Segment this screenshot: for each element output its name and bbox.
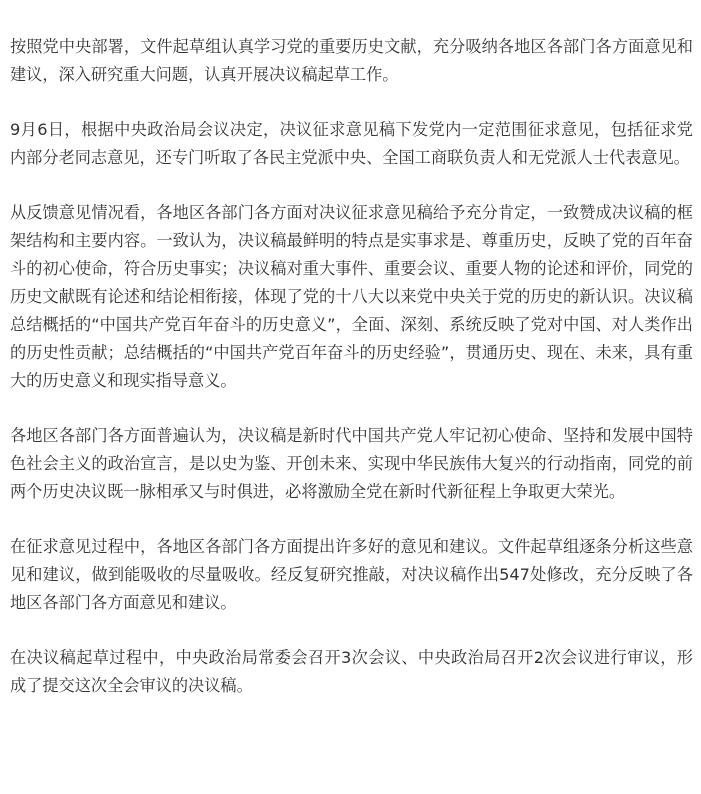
paragraph-4: 各地区各部门各方面普遍认为，决议稿是新时代中国共产党人牢记初心使命、坚持和发展中国特色社会主义的政治宣言，是以史为鉴、开创未来、实现中华民族伟大复兴的行动指南，同党的前两个历史决议既一脉相承又与时俱进，必将激励全党在新时代新征程上争取更大荣光。: [10, 426, 693, 501]
paragraph-5: 在征求意见过程中，各地区各部门各方面提出许多好的意见和建议。文件起草组逐条分析这些意见和建议，做到能吸收的尽量吸收。经反复研究推敲，对决议稿作出547处修改，充分反映了各地区各部门各方面意见和建议。: [10, 537, 693, 612]
paragraph-6: 在决议稿起草过程中，中央政治局常委会召开3次会议、中央政治局召开2次会议进行审议，形成了提交这次全会审议的决议稿。: [10, 648, 693, 695]
paragraph-3: 从反馈意见情况看，各地区各部门各方面对决议征求意见稿给予充分肯定，一致赞成决议稿的框架结构和主要内容。一致认为，决议稿最鲜明的特点是实事求是、尊重历史，反映了党的百年奋斗的初心使命，符合历史事实；决议稿对重大事件、重要会议、重要人物的论述和评价，同党的历史文献既有论述和结论相衔接，体现了党的十八大以来党中央关于党的历史的新认识。决议稿总结概括的“中国共产党百年奋斗的历史意义”，全面、深刻、系统反映了党对中国、对人类作出的历史性贡献；总结概括的“中国共产党百年奋斗的历史经验”，贯通历史、现在、未来，具有重大的历史意义和现实指导意义。: [10, 203, 693, 390]
article-body: [10, 33, 693, 727]
paragraph-1: 按照党中央部署，文件起草组认真学习党的重要历史文献，充分吸纳各地区各部门各方面意见和建议，深入研究重大问题，认真开展决议稿起草工作。: [10, 37, 693, 84]
paragraph-2: 9月6日，根据中央政治局会议决定，决议征求意见稿下发党内一定范围征求意见，包括征求党内部分老同志意见，还专门听取了各民主党派中央、全国工商联负责人和无党派人士代表意见。: [10, 120, 693, 167]
